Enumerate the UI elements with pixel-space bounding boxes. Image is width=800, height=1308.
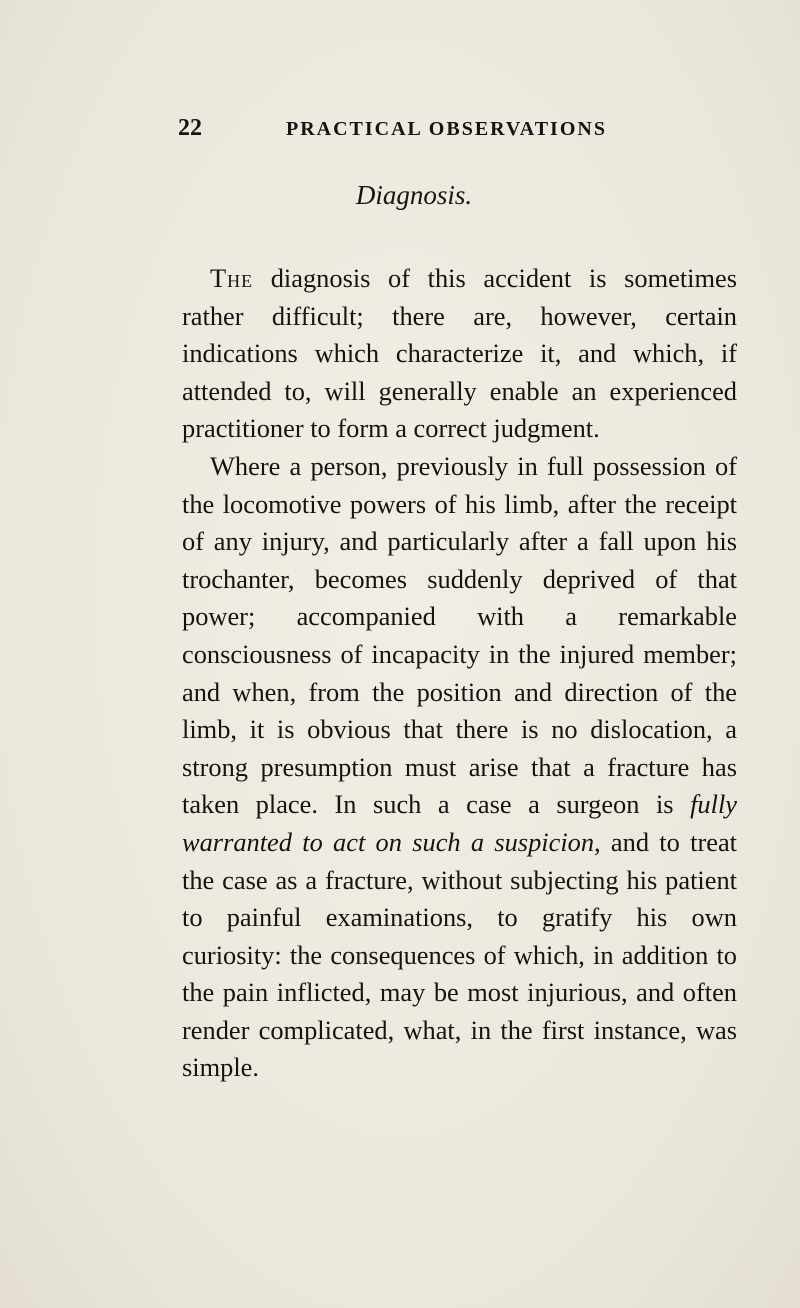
paragraph-1 bbox=[182, 260, 737, 448]
paragraph-2-text-after: and to treat the case as a fracture, without subjecting his patient to painful examinations, to gratify his own curiosity: the consequences of which, in addition to the pain inflicted, may be most injurious, and often render complicated, what, in the first instance, was simple. bbox=[182, 826, 737, 1083]
paragraph-1-text: diagnosis of this accident is sometimes rather difficult; there are, however, certain indications which characterize it, and which, if attended to, will generally enable an experienced practitioner to form a correct judgment. bbox=[182, 263, 737, 444]
running-head bbox=[178, 115, 738, 145]
paragraph-2-italic-phrase: fully warranted to act on such a suspicion, bbox=[182, 789, 737, 857]
section-heading: Diagnosis. bbox=[355, 180, 473, 210]
paragraph-lead-word: The bbox=[210, 263, 254, 293]
page-number: 22 bbox=[178, 115, 202, 141]
paragraph-2 bbox=[182, 448, 737, 1087]
body-text bbox=[182, 260, 737, 1087]
paragraph-2-text-before: Where a person, previously in full possession of the locomotive powers of his limb, after the receipt of any injury, and particularly after a fall upon his trochanter, becomes suddenly deprived of that power; accompanied with a remarkable consciousness of incapacity in the injured member; and when, from the position and direction of the limb, it is obvious that there is no dislocation, a strong presumption must arise that a fracture has taken place. In such a case a surgeon is bbox=[182, 450, 737, 820]
running-title: PRACTICAL OBSERVATIONS bbox=[286, 118, 607, 140]
